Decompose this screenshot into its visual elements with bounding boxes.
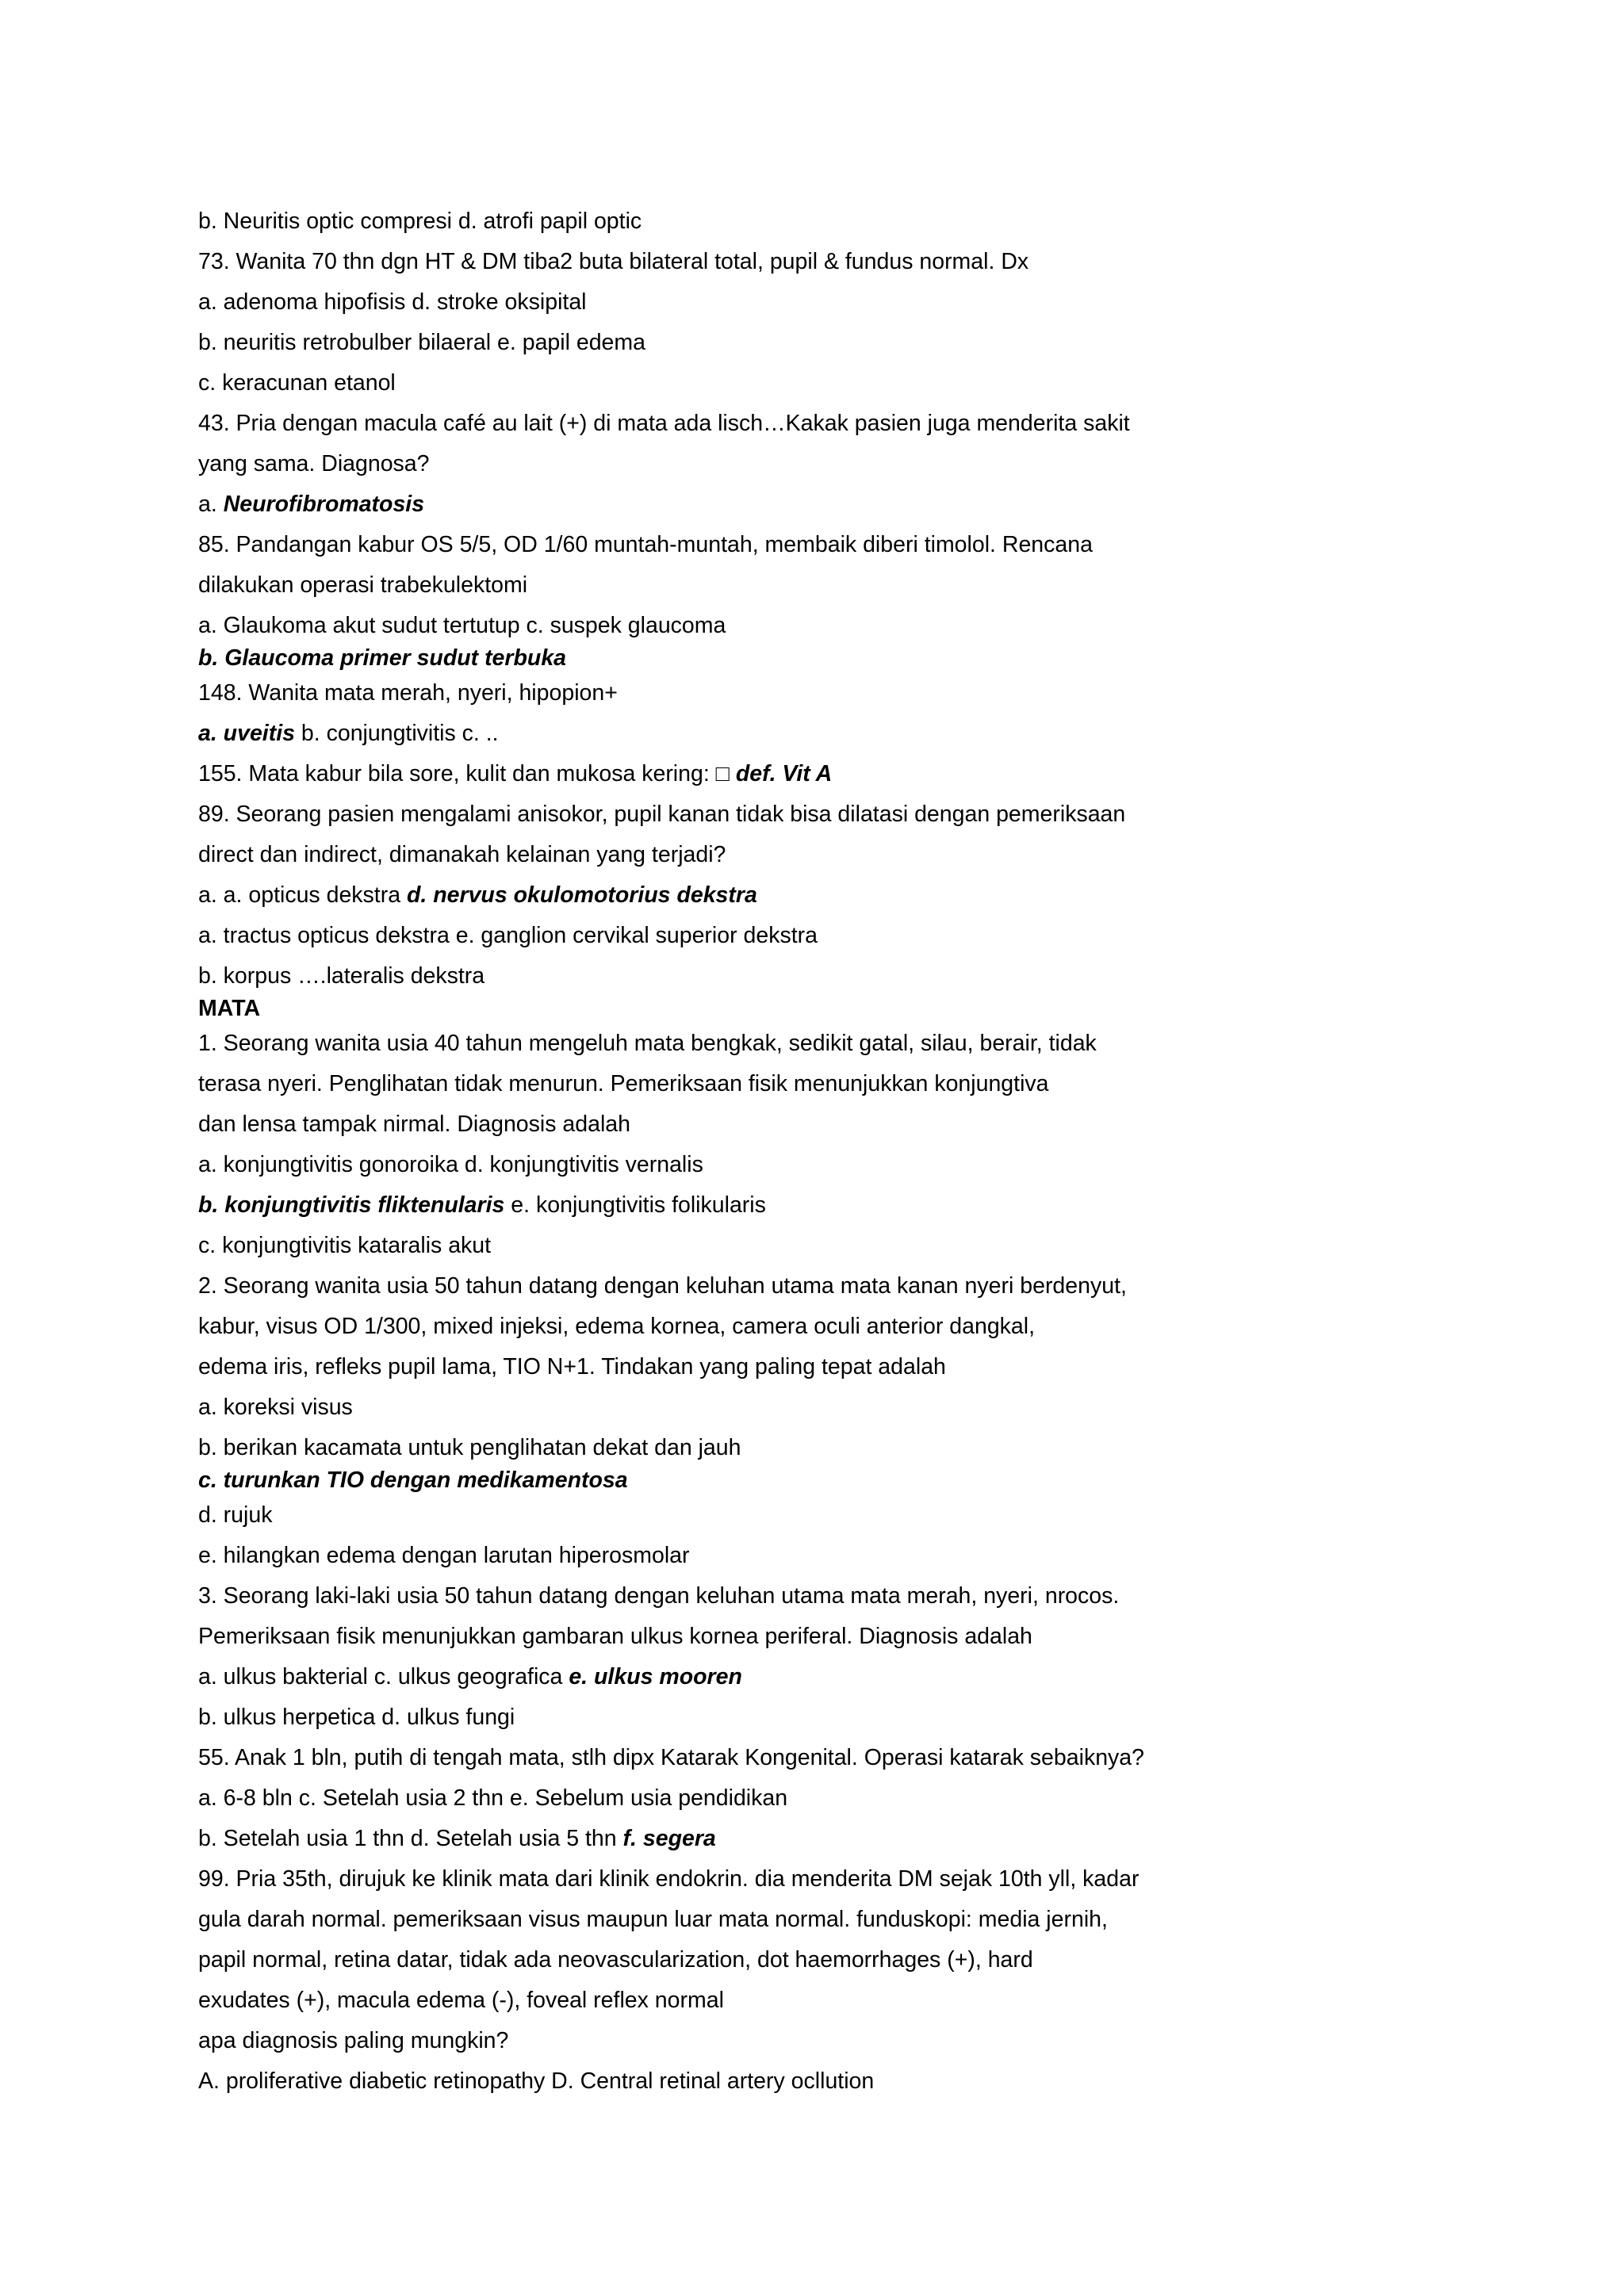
text-line	[198, 1623, 1032, 1650]
line-text: 1. Seorang wanita usia 40 tahun mengeluh mata bengkak, sedikit gatal, silau, berair, tidak	[198, 1031, 1097, 1056]
text-line	[198, 1070, 1049, 1097]
text-line	[198, 679, 618, 706]
text-line	[198, 1866, 1139, 1892]
line-text: 3. Seorang laki-laki usia 50 tahun datang dengan keluhan utama mata merah, nyeri, nrocos.	[198, 1583, 1120, 1609]
line-text: edema iris, refleks pupil lama, TIO N+1. Tindakan yang paling tepat adalah	[198, 1354, 946, 1380]
line-text: b. Setelah usia 1 thn d. Setelah usia 5 thn	[198, 1826, 623, 1851]
line-text: A. proliferative diabetic retinopathy D. Central retinal artery ocllution	[198, 2068, 875, 2094]
line-text: apa diagnosis paling mungkin?	[198, 2028, 509, 2053]
text-line	[198, 289, 587, 316]
line-text: yang sama. Diagnosa?	[198, 451, 430, 476]
line-text: a. konjungtivitis gonoroika d. konjungtivitis vernalis	[198, 1152, 703, 1177]
text-line	[198, 1704, 515, 1731]
line-text: 85. Pandangan kabur OS 5/5, OD 1/60 muntah-muntah, membaik diberi timolol. Rencana	[198, 532, 1093, 557]
text-line	[198, 922, 818, 949]
text-line	[198, 1272, 1127, 1299]
line-text: a. Glaukoma akut sudut tertutup c. suspek glaucoma	[198, 613, 726, 638]
line-text: a. ulkus bakterial c. ulkus geografica	[198, 1664, 569, 1689]
line-text: 148. Wanita mata merah, nyeri, hipopion+	[198, 680, 618, 706]
line-text: Pemeriksaan fisik menunjukkan gambaran ulkus kornea periferal. Diagnosis adalah	[198, 1624, 1032, 1649]
text-line	[198, 1663, 742, 1690]
text-line	[198, 1313, 1035, 1340]
line-text: 43. Pria dengan macula café au lait (+) di mata ada lisch…Kakak pasien juga menderita sakit	[198, 411, 1130, 436]
text-line	[198, 208, 642, 235]
text-line	[198, 491, 424, 518]
line-text: c. konjungtivitis kataralis akut	[198, 1233, 492, 1258]
line-text: 2. Seorang wanita usia 50 tahun datang dengan keluhan utama mata kanan nyeri berdenyut,	[198, 1273, 1127, 1299]
text-line	[198, 1825, 716, 1852]
text-line	[198, 841, 726, 868]
line-text: b. korpus ….lateralis dekstra	[198, 963, 485, 989]
answer-text: e. ulkus mooren	[569, 1664, 742, 1689]
text-line	[198, 720, 499, 747]
line-text: e. konjungtivitis folikularis	[504, 1192, 766, 1218]
text-line	[198, 1744, 1144, 1771]
text-line	[198, 962, 485, 989]
text-line	[198, 2027, 508, 2054]
text-line	[198, 410, 1130, 437]
answer-text: a. uveitis	[198, 721, 295, 746]
text-line	[198, 801, 1125, 828]
text-line	[198, 1434, 741, 1461]
text-line	[198, 1502, 272, 1529]
line-text: a. adenoma hipofisis d. stroke oksipital	[198, 289, 587, 315]
text-line	[198, 1394, 353, 1421]
line-text: b. Neuritis optic compresi d. atrofi papil optic	[198, 209, 642, 234]
line-text: a. koreksi visus	[198, 1395, 353, 1420]
line-text: d. rujuk	[198, 1502, 273, 1528]
line-text: b. conjungtivitis c. ..	[294, 721, 499, 746]
line-text: terasa nyeri. Penglihatan tidak menurun. Pemeriksaan fisik menunjukkan konjungtiva	[198, 1071, 1049, 1096]
text-line	[198, 612, 726, 639]
text-line	[198, 760, 832, 787]
line-text: direct dan indirect, dimanakah kelainan yang terjadi?	[198, 842, 726, 867]
text-line	[198, 1353, 946, 1380]
text-line	[198, 1946, 1033, 1973]
text-line	[198, 882, 757, 909]
text-line	[198, 1111, 630, 1138]
line-text: dilakukan operasi trabekulektomi	[198, 572, 528, 598]
text-line	[198, 450, 430, 477]
line-text: 73. Wanita 70 thn dgn HT & DM tiba2 buta bilateral total, pupil & fundus normal. Dx	[198, 249, 1029, 274]
text-line	[198, 1906, 1108, 1933]
line-text: dan lensa tampak nirmal. Diagnosis adalah	[198, 1112, 630, 1137]
text-line	[198, 572, 527, 599]
line-text: 99. Pria 35th, dirujuk ke klinik mata dari klinik endokrin. dia menderita DM sejak 10th yll, kadar	[198, 1866, 1139, 1892]
text-line	[198, 1151, 703, 1178]
line-text: 55. Anak 1 bln, putih di tengah mata, stlh dipx Katarak Kongenital. Operasi katarak sebaiknya?	[198, 1745, 1144, 1770]
text-line	[198, 369, 396, 396]
line-text: 89. Seorang pasien mengalami anisokor, pupil kanan tidak bisa dilatasi dengan pemeriksaan	[198, 802, 1126, 827]
section-heading: MATA	[198, 996, 261, 1021]
line-text: kabur, visus OD 1/300, mixed injeksi, edema kornea, camera oculi anterior dangkal,	[198, 1314, 1036, 1339]
line-text: a. tractus opticus dekstra e. ganglion cervikal superior dekstra	[198, 923, 818, 948]
text-line	[198, 1542, 690, 1569]
line-text: a.	[198, 492, 224, 517]
text-line	[198, 1987, 724, 2014]
answer-text: c. turunkan TIO dengan medikamentosa	[198, 1468, 628, 1493]
text-line	[198, 645, 566, 672]
line-text: c. keracunan etanol	[198, 370, 396, 396]
line-text: b. berikan kacamata untuk penglihatan dekat dan jauh	[198, 1435, 741, 1460]
text-line	[198, 1232, 491, 1259]
text-line	[198, 1582, 1119, 1609]
line-text: exudates (+), macula edema (-), foveal reflex normal	[198, 1988, 724, 2013]
answer-text: b. Glaucoma primer sudut terbuka	[198, 645, 567, 671]
line-text: b. neuritis retrobulber bilaeral e. papil edema	[198, 330, 645, 355]
text-line	[198, 1467, 628, 1494]
line-text: a. 6-8 bln c. Setelah usia 2 thn e. Sebelum usia pendidikan	[198, 1785, 788, 1811]
text-line	[198, 1192, 766, 1219]
answer-text: Neurofibromatosis	[223, 492, 425, 517]
text-line	[198, 1785, 787, 1812]
line-text: a. a. opticus dekstra	[198, 882, 407, 908]
line-text: b. ulkus herpetica d. ulkus fungi	[198, 1705, 515, 1730]
line-text: e. hilangkan edema dengan larutan hiperosmolar	[198, 1543, 690, 1568]
line-text: papil normal, retina datar, tidak ada neovascularization, dot haemorrhages (+), hard	[198, 1947, 1033, 1973]
line-text: gula darah normal. pemeriksaan visus maupun luar mata normal. funduskopi: media jernih,	[198, 1907, 1108, 1932]
text-line	[198, 531, 1093, 558]
text-line	[198, 329, 645, 356]
line-text: 155. Mata kabur bila sore, kulit dan mukosa kering: □	[198, 761, 736, 786]
text-line	[198, 1030, 1097, 1057]
text-line	[198, 2068, 874, 2095]
answer-text: f. segera	[622, 1826, 716, 1851]
answer-text: def. Vit A	[735, 761, 833, 786]
text-line	[198, 995, 260, 1022]
answer-text: d. nervus okulomotorius dekstra	[406, 882, 757, 908]
text-line	[198, 248, 1028, 275]
answer-text: b. konjungtivitis fliktenularis	[198, 1192, 505, 1218]
